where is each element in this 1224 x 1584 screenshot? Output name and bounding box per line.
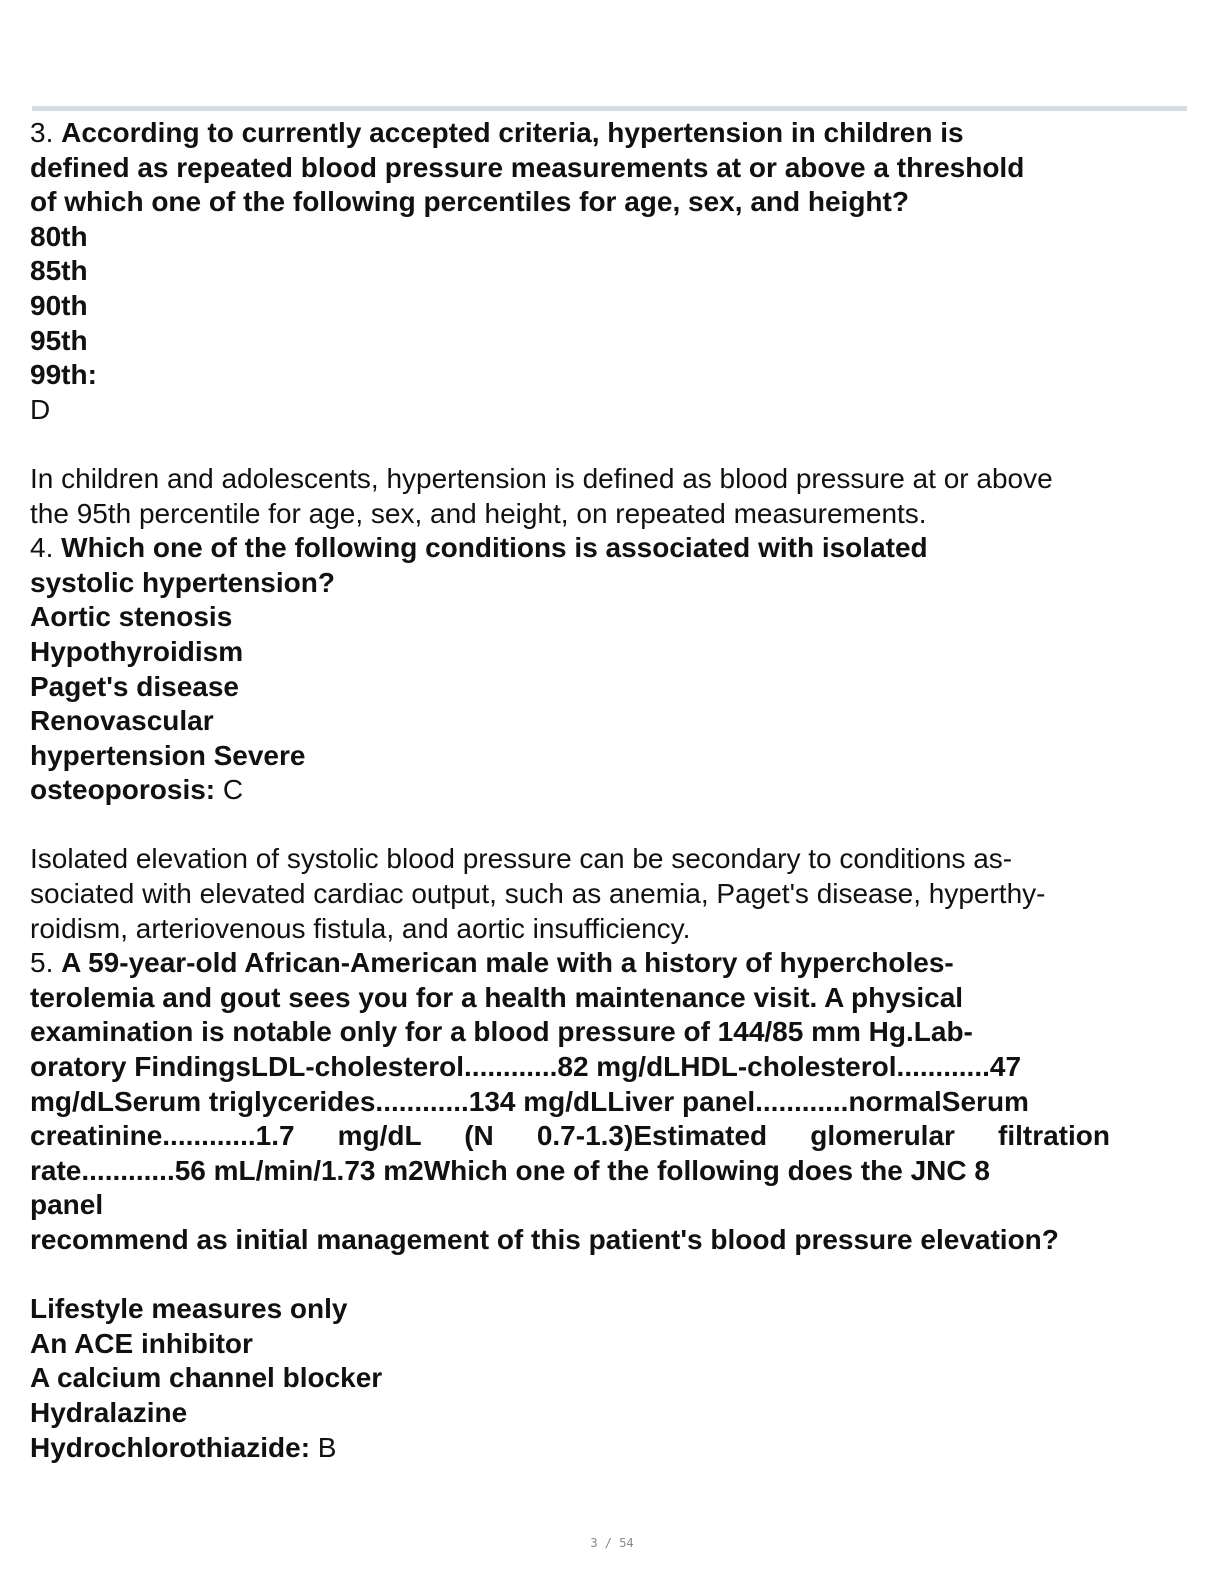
question-3-answer: D xyxy=(30,393,51,425)
question-3 xyxy=(30,116,1200,531)
question-5-line-9: recommend as initial management of this patient's blood pressure elevation? xyxy=(30,1224,1059,1255)
question-5-option-5 xyxy=(30,1431,1200,1466)
question-4-text: Which one of the following conditions is associated with isolated xyxy=(61,532,928,564)
spacer xyxy=(30,427,1200,462)
question-3-explanation-line-2: the 95th percentile for age, sex, and height, on repeated measurements. xyxy=(30,497,927,529)
question-3-line-2: defined as repeated blood pressure measurements at or above a threshold xyxy=(30,151,1025,183)
question-5-line-8: panel xyxy=(30,1189,104,1221)
question-5-line-2: terolemia and gout sees you for a health maintenance visit. A physical xyxy=(30,981,964,1013)
question-5-line-4: oratory FindingsLDL-cholesterol............82 mg/dLHDL-cholesterol............47 xyxy=(30,1051,1022,1083)
question-3-explanation-line-1: In children and adolescents, hypertension is defined as blood pressure at or above xyxy=(30,462,1053,494)
page-indicator: 3 / 54 xyxy=(590,1536,634,1550)
question-5-line-5: mg/dLSerum triglycerides............134 mg/dLLiver panel............normalSerum xyxy=(30,1085,1029,1117)
question-3-number: 3. xyxy=(30,117,54,148)
question-3-option-2: 85th xyxy=(30,255,88,287)
question-4-option-3: Paget's disease xyxy=(30,670,240,702)
question-3-option-5: 99th: xyxy=(30,359,97,391)
question-4 xyxy=(30,531,1200,946)
question-5-option-4: Hydralazine xyxy=(30,1396,188,1428)
question-5-line-7: rate............56 mL/min/1.73 m2Which one of the following does the JNC 8 xyxy=(30,1154,990,1186)
question-5-option-5-text: Hydrochlorothiazide: xyxy=(30,1431,311,1463)
question-4-explanation-line-3: roidism, arteriovenous fistula, and aortic insufficiency. xyxy=(30,912,691,944)
question-4-option-6 xyxy=(30,773,1200,808)
question-5-line-1 xyxy=(30,946,1200,981)
question-4-option-2: Hypothyroidism xyxy=(30,635,244,667)
question-5 xyxy=(30,946,1200,1465)
question-5-option-3: A calcium channel blocker xyxy=(30,1362,383,1394)
question-4-explanation-line-2: sociated with elevated cardiac output, such as anemia, Paget's disease, hyperthy- xyxy=(30,878,1046,910)
question-4-line-1 xyxy=(30,531,1200,566)
question-4-option-1: Aortic stenosis xyxy=(30,601,233,633)
question-5-option-2: An ACE inhibitor xyxy=(30,1327,253,1359)
question-5-answer: B xyxy=(317,1431,337,1463)
question-4-line-2: systolic hypertension? xyxy=(30,566,335,598)
spacer xyxy=(30,808,1200,843)
question-3-line-3: of which one of the following percentiles for age, sex, and height? xyxy=(30,186,909,218)
question-3-option-4: 95th xyxy=(30,324,88,356)
question-4-number: 4. xyxy=(30,532,54,564)
question-4-option-4: Renovascular xyxy=(30,705,214,737)
question-3-option-1: 80th xyxy=(30,220,88,252)
question-5-number: 5. xyxy=(30,947,54,979)
question-3-option-3: 90th xyxy=(30,289,88,321)
question-5-option-1: Lifestyle measures only xyxy=(30,1293,348,1325)
document-body xyxy=(30,116,1200,1465)
question-5-line-3: examination is notable only for a blood pressure of 144/85 mm Hg.Lab- xyxy=(30,1016,973,1048)
spacer xyxy=(30,1258,1200,1293)
question-4-answer: C xyxy=(222,774,244,806)
question-3-text: According to currently accepted criteria, hypertension in children is xyxy=(61,117,964,148)
header-divider xyxy=(32,106,1187,111)
question-4-option-5: hypertension Severe xyxy=(30,739,306,771)
question-3-line-1 xyxy=(30,116,1200,151)
question-5-line-6: creatinine............1.7 mg/dL (N 0.7-1.3)Estimated glomerular filtration xyxy=(30,1120,1110,1152)
question-5-text: A 59-year-old African-American male with a history of hypercholes- xyxy=(61,947,954,979)
question-4-option-6-text: osteoporosis: xyxy=(30,774,216,806)
question-4-explanation-line-1: Isolated elevation of systolic blood pressure can be secondary to conditions as- xyxy=(30,843,1013,875)
